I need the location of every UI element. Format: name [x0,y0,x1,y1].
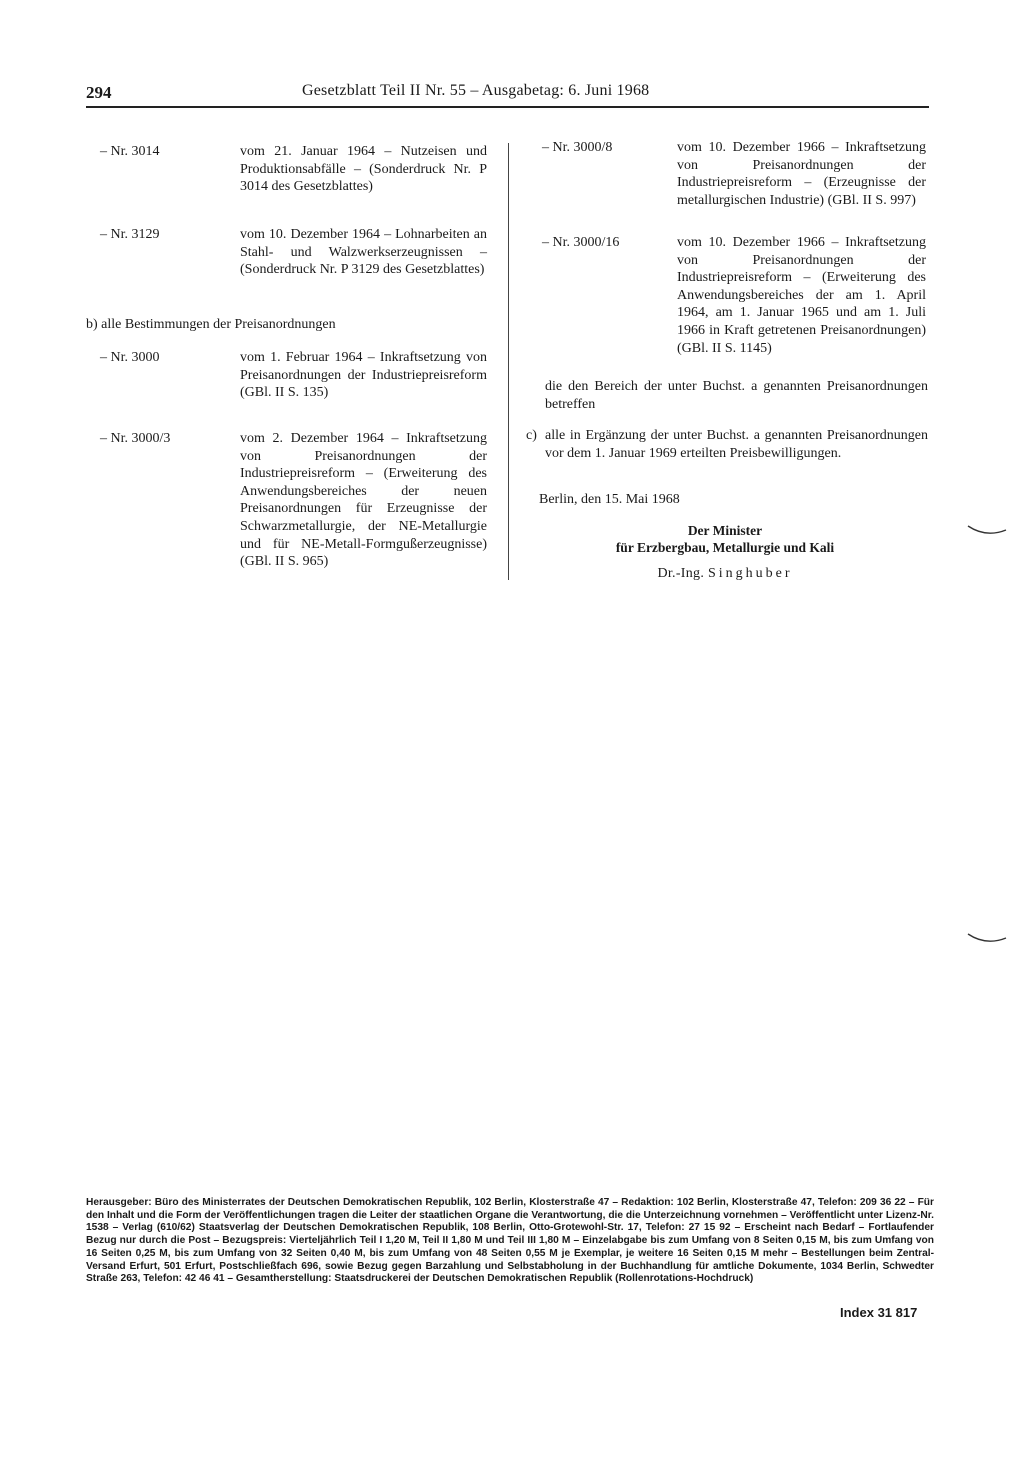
regulation-number: – Nr. 3014 [100,144,160,159]
regulation-description: vom 10. Dezember 1966 – Inkraftsetzung von Preisanordnungen der Industriepreisreform – (Erweiterung des Anwendungsbereiches der am 1. April 1964, am 1. Januar 1965 und am 1. Juli 1966 in Kraft getretenen Preisanordnungen) (GBl. II S. 1145) [677,235,926,356]
imprint: Herausgeber: Büro des Ministerrates der Deutschen Demokratischen Republik, 102 Berlin, Klosterstraße 47 – Redaktion: 102 Berlin, Klosterstraße 47, Telefon: 209 36 22 – Für den Inhalt und die Form der Veröffentlichungen tragen die Leiter der staatlichen Organe die Verantwortung, die die Unterzeichnung vornehmen – Veröffentlicht unter Lizenz-Nr. 1538 – Verlag (610/62) Staatsverlag der Deutschen Demokratischen Republik, 108 Berlin, Otto-Grotewohl-Str. 17, Telefon: 27 15 92 – Erscheint nach Bedarf – Fortlaufender Bezug nur durch die Post – Bezugspreis: Vierteljährlich Teil I 1,20 M, Teil II 1,80 M und Teil III 1,80 M – Einzelabgabe bis zum Umfang von 8 Seiten 0,15 M, bis zum Umfang von 16 Seiten 0,25 M, bis zum Umfang von 32 Seiten 0,40 M, bis zum Umfang von 48 Seiten 0,55 M je Exemplar, je weitere 16 Seiten 0,15 M mehr – Bestellungen beim Zentral-Versand Erfurt, 501 Erfurt, Postschließfach 696, sowie Bezug gegen Barzahlung und Selbstabholung in der Buchhandlung für amtliche Dokumente, 1034 Berlin, Schwedter Straße 263, Telefon: 42 46 41 – Gesamtherstellung: Staatsdruckerei der Deutschen Demokratischen Republik (Rollenrotations-Hochdruck) [86,1197,934,1285]
index-code: Index 31 817 [840,1305,918,1320]
signatory-title-line-1: Der Minister [687,523,763,538]
regulation-number: – Nr. 3000/16 [542,235,620,250]
margin-mark-icon [966,928,1016,948]
signatory-prefix: Dr.-Ing. [657,566,705,581]
regulation-number: – Nr. 3000/3 [100,431,171,446]
section-c-text: alle in Ergänzung der unter Buchst. a genannten Preisanordnungen vor dem 1. Januar 1969 erteilten Preisbewilligungen. [545,428,928,461]
closing-paragraph: die den Bereich der unter Buchst. a genannten Preisanordnungen betreffen [545,379,928,412]
regulation-description: vom 10. Dezember 1964 – Lohnarbeiten an Stahl- und Walzwerkserzeugnissen – (Sonderdruck Nr. P 3129 des Gesetzblattes) [240,227,487,278]
regulation-number: – Nr. 3000/8 [542,140,613,155]
regulation-number: – Nr. 3000 [100,350,160,365]
signatory-title-line-2: für Erzbergbau, Metallurgie und Kali [615,540,835,555]
section-c-marker: c) [526,428,537,443]
regulation-description: vom 2. Dezember 1964 – Inkraftsetzung von Preisanordnungen der Industriepreisreform – (Erweiterung des Anwendungsbereiches der neuen Preisanordnungen für Erzeugnisse der Schwarzmetallurgie, der NE-Metallurgie und für NE-Metall-Formgußerzeugnisse) (GBl. II S. 965) [240,431,487,570]
running-header: Gesetzblatt Teil II Nr. 55 – Ausgabetag: 6. Juni 1968 [302,82,650,99]
regulation-description: vom 1. Februar 1964 – Inkraftsetzung von Preisanordnungen der Industriepreisreform (GBl. II S. 135) [240,350,487,401]
signatory-surname: Singhuber [707,566,793,581]
section-c [526,427,928,462]
section-heading-b: b) alle Bestimmungen der Preisanordnungen [86,317,336,332]
signatory-title [550,522,900,556]
regulation-description: vom 10. Dezember 1966 – Inkraftsetzung von Preisanordnungen der Industriepreisreform – (Erzeugnisse der metallurgischen Industrie) (GBl. II S. 997) [677,140,926,208]
margin-mark-icon [966,520,1016,540]
regulation-number: – Nr. 3129 [100,227,160,242]
place-date: Berlin, den 15. Mai 1968 [539,492,680,507]
regulation-description: vom 21. Januar 1964 – Nutzeisen und Produktionsabfälle – (Sonderdruck Nr. P 3014 des Gesetzblattes) [240,144,487,195]
page-number: 294 [86,83,112,102]
column-divider [508,143,509,580]
header-rule [86,106,929,108]
signatory-name [550,566,900,582]
